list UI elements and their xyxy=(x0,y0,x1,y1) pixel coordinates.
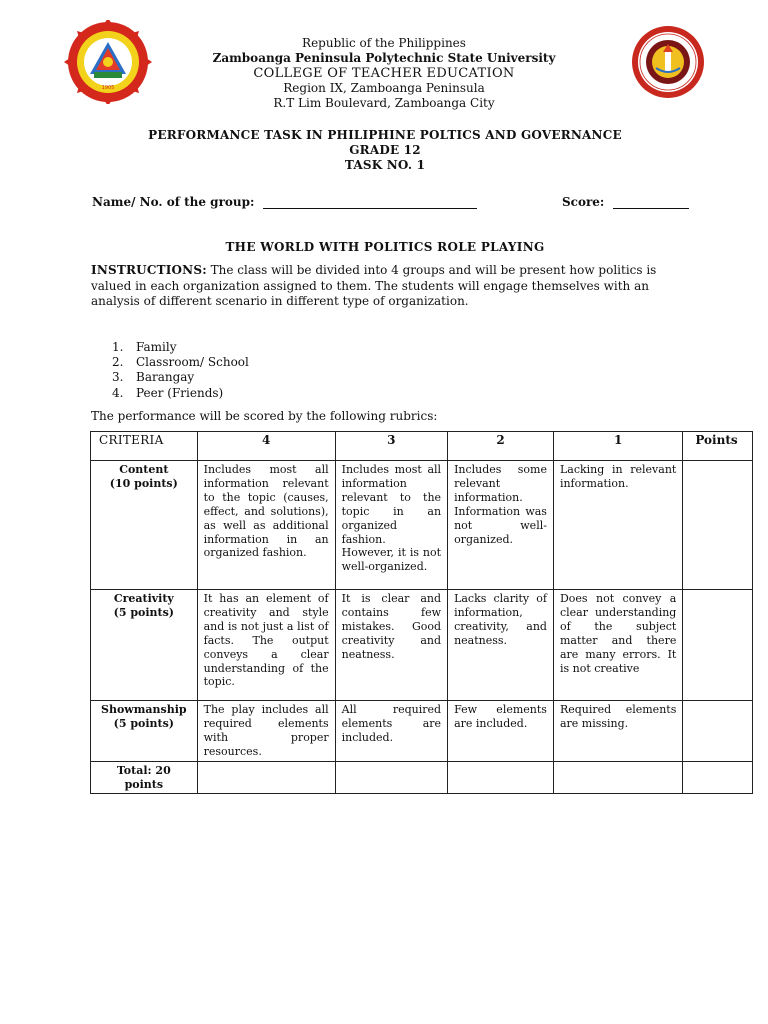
university-header xyxy=(150,36,618,111)
list-item-label: Peer (Friends) xyxy=(136,385,224,400)
task-title-block xyxy=(90,128,680,173)
score-3-cell: It is clear and contains few mistakes. Good creativity and neatness. xyxy=(335,590,447,701)
instructions-text: The class will be divided into 4 groups and will be present how politics is valued in each organization assigned to them. The students will engage themselves with an analysis of different scenario in different type of organization. xyxy=(91,263,657,308)
list-item xyxy=(112,340,249,355)
score-blank[interactable] xyxy=(613,198,689,209)
criteria-cell xyxy=(91,701,198,762)
criteria-label: Creativity (5 points) xyxy=(113,592,174,619)
list-item-number: 2. xyxy=(112,355,124,370)
score-2-cell: Includes some relevant information. Information was not well-organized. xyxy=(448,461,554,590)
instructions-paragraph xyxy=(91,263,676,310)
list-item-number: 1. xyxy=(112,340,124,354)
list-item-label: Classroom/ School xyxy=(136,355,249,370)
points-cell[interactable] xyxy=(683,761,753,794)
points-cell[interactable] xyxy=(683,590,753,701)
group-name-row xyxy=(92,195,477,209)
header-score-2: 2 xyxy=(448,432,554,461)
score-3-cell: Includes most all information relevant to the topic in an organized fashion. However, it is not well-organized. xyxy=(335,461,447,590)
score-1-cell: Required elements are missing. xyxy=(553,701,682,762)
college-seal-logo xyxy=(612,24,724,100)
task-title: PERFORMANCE TASK IN PHILIPHINE POLTICS AND GOVERNANCE xyxy=(148,128,622,142)
points-cell[interactable] xyxy=(683,701,753,762)
list-item xyxy=(112,386,249,401)
table-row xyxy=(91,761,753,794)
list-item-number: 3. xyxy=(112,370,124,385)
organization-list xyxy=(112,340,249,401)
college-name: COLLEGE OF TEACHER EDUCATION xyxy=(253,66,515,81)
header-points: Points xyxy=(683,432,753,461)
instructions-label: INSTRUCTIONS: xyxy=(91,263,207,277)
rubric-intro: The performance will be scored by the following rubrics: xyxy=(91,409,438,423)
score-4-cell xyxy=(197,761,335,794)
header-score-4: 4 xyxy=(197,432,335,461)
list-item-label: Family xyxy=(136,340,177,354)
list-item xyxy=(112,370,249,385)
criteria-cell xyxy=(91,461,198,590)
score-1-cell: Lacking in relevant information. xyxy=(553,461,682,590)
criteria-cell xyxy=(91,590,198,701)
task-number: TASK NO. 1 xyxy=(344,158,426,172)
seal-year: 1905 xyxy=(101,85,115,91)
table-header-row xyxy=(91,432,753,461)
score-3-cell: All required elements are included. xyxy=(335,701,447,762)
header-criteria: CRITERIA xyxy=(91,432,198,461)
table-row xyxy=(91,590,753,701)
score-1-cell: Does not convey a clear understanding of the subject matter and there are many errors. It is not creative xyxy=(553,590,682,701)
rubric-table xyxy=(90,431,753,794)
list-item xyxy=(112,355,249,370)
score-2-cell: Few elements are included. xyxy=(448,701,554,762)
header-score-3: 3 xyxy=(335,432,447,461)
table-row xyxy=(91,701,753,762)
points-cell[interactable] xyxy=(683,461,753,590)
list-item-label: Barangay xyxy=(136,370,195,385)
score-label: Score: xyxy=(562,195,605,209)
header-score-1: 1 xyxy=(553,432,682,461)
score-4-cell: It has an element of creativity and style and is not just a list of facts. The output conveys a clear understanding of the topic. xyxy=(197,590,335,701)
score-row xyxy=(562,195,689,209)
table-row xyxy=(91,461,753,590)
criteria-label: Showmanship (5 points) xyxy=(101,703,187,730)
criteria-label: Content (10 points) xyxy=(109,463,178,490)
region-line: Region IX, Zamboanga Peninsula xyxy=(283,81,485,95)
score-4-cell: The play includes all required elements with proper resources. xyxy=(197,701,335,762)
score-2-cell: Lacks clarity of information, creativity, and neatness. xyxy=(448,590,554,701)
score-2-cell xyxy=(448,761,554,794)
university-name: Zamboanga Peninsula Polytechnic State University xyxy=(212,51,556,65)
section-title: THE WORLD WITH POLITICS ROLE PLAYING xyxy=(225,240,545,254)
score-4-cell: Includes most all information relevant to the topic (causes, effect, and solutions), as well as additional information in an organized fashion. xyxy=(197,461,335,590)
total-label: Total: 20 points xyxy=(116,763,171,791)
score-1-cell xyxy=(553,761,682,794)
group-name-label: Name/ No. of the group: xyxy=(92,195,255,209)
criteria-cell xyxy=(91,761,198,794)
grade-level: GRADE 12 xyxy=(349,143,421,157)
address-line: R.T Lim Boulevard, Zamboanga City xyxy=(273,96,495,110)
republic-line: Republic of the Philippines xyxy=(302,36,466,50)
list-item-number: 4. xyxy=(112,385,124,400)
score-3-cell xyxy=(335,761,447,794)
group-name-blank[interactable] xyxy=(263,198,477,209)
